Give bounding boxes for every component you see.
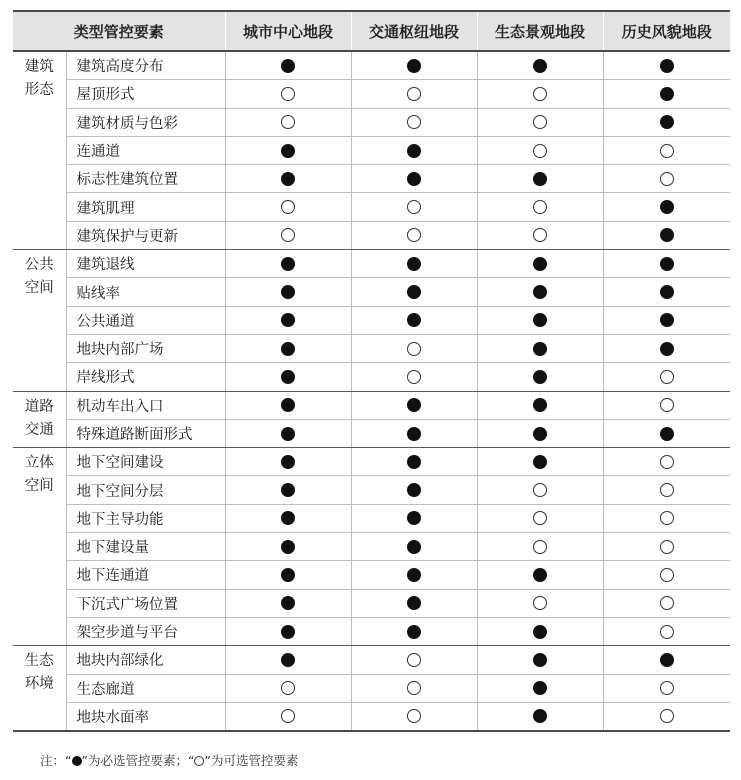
- filled-circle-icon: [660, 313, 674, 327]
- filled-circle-icon: [281, 59, 295, 73]
- category-label-line: 环境: [24, 676, 54, 693]
- mark-cell: [225, 448, 351, 476]
- filled-circle-icon: [407, 568, 421, 582]
- table-row: [13, 702, 730, 731]
- filled-circle-icon: [533, 313, 547, 327]
- filled-circle-icon: [660, 200, 674, 214]
- table-row: [13, 419, 730, 447]
- filled-circle-icon: [407, 483, 421, 497]
- element-name-cell: 特殊道路断面形式: [66, 419, 225, 447]
- element-name-cell: 建筑肌理: [66, 193, 225, 221]
- mark-cell: [477, 504, 603, 532]
- element-name-cell: 机动车出入口: [66, 391, 225, 419]
- mark-cell: [351, 561, 477, 589]
- mark-cell: [603, 504, 730, 532]
- filled-circle-icon: [407, 596, 421, 610]
- filled-circle-icon: [533, 427, 547, 441]
- mark-cell: [603, 589, 730, 617]
- element-name-cell: 贴线率: [66, 278, 225, 306]
- mark-cell: [225, 561, 351, 589]
- mark-cell: [351, 702, 477, 731]
- filled-circle-icon: [281, 257, 295, 271]
- element-name-cell: 建筑材质与色彩: [66, 108, 225, 136]
- mark-cell: [603, 51, 730, 80]
- hollow-circle-icon: [533, 115, 547, 129]
- mark-cell: [603, 617, 730, 645]
- header-historic-district: 历史风貌地段: [603, 11, 730, 51]
- filled-circle-icon: [281, 568, 295, 582]
- header-ecological-landscape: 生态景观地段: [477, 11, 603, 51]
- table-row: [13, 108, 730, 136]
- mark-cell: [351, 108, 477, 136]
- table-row: [13, 646, 730, 674]
- element-name-cell: 地块内部广场: [66, 334, 225, 362]
- hollow-circle-icon: [660, 568, 674, 582]
- element-name-cell: 下沉式广场位置: [66, 589, 225, 617]
- mark-cell: [225, 306, 351, 334]
- mark-cell: [477, 448, 603, 476]
- hollow-circle-icon: [407, 87, 421, 101]
- filled-circle-icon: [407, 427, 421, 441]
- element-name-cell: 地下建设量: [66, 533, 225, 561]
- filled-circle-icon: [533, 455, 547, 469]
- filled-circle-icon: [281, 455, 295, 469]
- mark-cell: [477, 108, 603, 136]
- element-name-cell: 地块水面率: [66, 702, 225, 731]
- filled-circle-icon: [281, 342, 295, 356]
- table-row: [13, 589, 730, 617]
- table-row: [13, 80, 730, 108]
- mark-cell: [351, 476, 477, 504]
- hollow-circle-icon: [660, 370, 674, 384]
- mark-cell: [477, 391, 603, 419]
- mark-cell: [477, 250, 603, 278]
- hollow-circle-icon: [407, 228, 421, 242]
- filled-circle-icon: [281, 313, 295, 327]
- filled-circle-icon: [533, 568, 547, 582]
- hollow-circle-icon: [660, 625, 674, 639]
- table-row: [13, 165, 730, 193]
- mark-cell: [351, 250, 477, 278]
- table-row: [13, 617, 730, 645]
- mark-cell: [351, 334, 477, 362]
- table-body: [13, 51, 730, 731]
- mark-cell: [603, 278, 730, 306]
- hollow-circle-icon: [660, 540, 674, 554]
- filled-circle-icon: [660, 59, 674, 73]
- category-label-line: 空间: [24, 280, 54, 297]
- mark-cell: [477, 80, 603, 108]
- mark-cell: [351, 136, 477, 164]
- mark-cell: [603, 250, 730, 278]
- mark-cell: [351, 589, 477, 617]
- table-row: [13, 504, 730, 532]
- filled-circle-icon: [281, 653, 295, 667]
- mark-cell: [225, 476, 351, 504]
- category-cell: [13, 51, 66, 250]
- mark-cell: [351, 306, 477, 334]
- mark-cell: [351, 419, 477, 447]
- hollow-circle-icon: [407, 342, 421, 356]
- filled-circle-icon: [281, 596, 295, 610]
- element-name-cell: 建筑高度分布: [66, 51, 225, 80]
- element-name-cell: 地块内部绿化: [66, 646, 225, 674]
- table-row: [13, 391, 730, 419]
- mark-cell: [351, 533, 477, 561]
- category-label-line: 立体: [24, 455, 54, 472]
- element-name-cell: 屋顶形式: [66, 80, 225, 108]
- filled-circle-icon: [407, 455, 421, 469]
- mark-cell: [225, 419, 351, 447]
- mark-cell: [225, 108, 351, 136]
- control-elements-table: [13, 10, 730, 732]
- category-cell: [13, 646, 66, 731]
- element-name-cell: 生态廊道: [66, 674, 225, 702]
- category-label-line: 生态: [24, 653, 54, 670]
- table-row: [13, 674, 730, 702]
- element-name-cell: 公共通道: [66, 306, 225, 334]
- hollow-circle-icon: [660, 709, 674, 723]
- mark-cell: [225, 193, 351, 221]
- hollow-circle-icon: [407, 200, 421, 214]
- hollow-circle-icon: [660, 398, 674, 412]
- hollow-circle-icon: [533, 483, 547, 497]
- header-transport-hub: 交通枢纽地段: [351, 11, 477, 51]
- hollow-circle-icon: [407, 115, 421, 129]
- mark-cell: [225, 646, 351, 674]
- filled-circle-icon: [533, 172, 547, 186]
- element-name-cell: 地下空间分层: [66, 476, 225, 504]
- mark-cell: [477, 419, 603, 447]
- table-row: [13, 448, 730, 476]
- mark-cell: [603, 646, 730, 674]
- filled-circle-icon: [533, 59, 547, 73]
- hollow-circle-icon: [281, 681, 295, 695]
- mark-cell: [477, 136, 603, 164]
- filled-circle-icon: [281, 540, 295, 554]
- mark-cell: [351, 617, 477, 645]
- hollow-circle-icon: [533, 144, 547, 158]
- filled-circle-icon: [281, 370, 295, 384]
- hollow-circle-icon: [533, 511, 547, 525]
- category-cell: [13, 250, 66, 391]
- hollow-circle-icon: [281, 200, 295, 214]
- mark-cell: [477, 561, 603, 589]
- hollow-circle-icon: [660, 511, 674, 525]
- mark-cell: [351, 448, 477, 476]
- filled-circle-icon: [281, 511, 295, 525]
- category-label-line: 公共: [24, 257, 54, 274]
- filled-circle-icon: [281, 172, 295, 186]
- table-row: [13, 221, 730, 249]
- mark-cell: [603, 165, 730, 193]
- mark-cell: [477, 221, 603, 249]
- table-row: [13, 363, 730, 391]
- mark-cell: [477, 51, 603, 80]
- table-row: [13, 476, 730, 504]
- note-prefix: 注：: [40, 753, 66, 768]
- filled-circle-icon: [533, 370, 547, 384]
- hollow-circle-icon: [194, 756, 204, 766]
- mark-cell: [351, 504, 477, 532]
- mark-cell: [603, 306, 730, 334]
- mark-cell: [225, 334, 351, 362]
- mark-cell: [603, 533, 730, 561]
- mark-cell: [351, 165, 477, 193]
- filled-circle-icon: [281, 144, 295, 158]
- mark-cell: [351, 221, 477, 249]
- filled-circle-icon: [533, 709, 547, 723]
- mark-cell: [603, 108, 730, 136]
- mark-cell: [477, 306, 603, 334]
- filled-circle-icon: [533, 257, 547, 271]
- mark-cell: [603, 448, 730, 476]
- mark-cell: [603, 221, 730, 249]
- filled-circle-icon: [660, 115, 674, 129]
- hollow-circle-icon: [407, 681, 421, 695]
- table-row: [13, 561, 730, 589]
- element-name-cell: 连通道: [66, 136, 225, 164]
- note-required-text: 为必选管控要素；: [87, 753, 188, 768]
- element-name-cell: 标志性建筑位置: [66, 165, 225, 193]
- mark-cell: [351, 363, 477, 391]
- mark-cell: [477, 674, 603, 702]
- hollow-circle-icon: [407, 370, 421, 384]
- mark-cell: [477, 476, 603, 504]
- filled-circle-icon: [660, 342, 674, 356]
- filled-circle-icon: [281, 285, 295, 299]
- filled-circle-icon: [533, 398, 547, 412]
- mark-cell: [477, 617, 603, 645]
- hollow-circle-icon: [281, 115, 295, 129]
- table-row: [13, 306, 730, 334]
- filled-circle-icon: [660, 228, 674, 242]
- filled-circle-icon: [407, 313, 421, 327]
- category-label-line: 交通: [24, 421, 54, 438]
- table-row: [13, 334, 730, 362]
- filled-circle-icon: [407, 144, 421, 158]
- mark-cell: [351, 193, 477, 221]
- hollow-circle-icon: [533, 540, 547, 554]
- hollow-circle-icon: [660, 172, 674, 186]
- mark-cell: [225, 136, 351, 164]
- table-row: [13, 250, 730, 278]
- mark-cell: [603, 136, 730, 164]
- mark-cell: [477, 363, 603, 391]
- filled-circle-icon: [407, 540, 421, 554]
- filled-circle-icon: [660, 285, 674, 299]
- note-optional-text: 为可选管控要素: [210, 753, 299, 768]
- mark-cell: [603, 702, 730, 731]
- filled-circle-icon: [281, 483, 295, 497]
- hollow-circle-icon: [660, 455, 674, 469]
- mark-cell: [225, 165, 351, 193]
- element-name-cell: 建筑退线: [66, 250, 225, 278]
- mark-cell: [351, 80, 477, 108]
- header-element-type: 类型管控要素: [13, 11, 225, 51]
- filled-circle-icon: [660, 653, 674, 667]
- mark-cell: [603, 193, 730, 221]
- mark-cell: [351, 674, 477, 702]
- filled-circle-icon: [281, 398, 295, 412]
- filled-circle-icon: [407, 285, 421, 299]
- table-note: 注：“ ”为必选管控要素；“ ”为可选管控要素: [40, 753, 299, 768]
- table-row: [13, 278, 730, 306]
- mark-cell: [477, 278, 603, 306]
- hollow-circle-icon: [281, 709, 295, 723]
- filled-circle-icon: [281, 427, 295, 441]
- hollow-circle-icon: [660, 596, 674, 610]
- hollow-circle-icon: [533, 87, 547, 101]
- mark-cell: [477, 165, 603, 193]
- mark-cell: [477, 334, 603, 362]
- category-cell: [13, 391, 66, 448]
- mark-cell: [603, 674, 730, 702]
- mark-cell: [603, 561, 730, 589]
- mark-cell: [225, 702, 351, 731]
- mark-cell: [603, 419, 730, 447]
- category-label-line: 道路: [24, 398, 54, 415]
- filled-circle-icon: [660, 257, 674, 271]
- mark-cell: [225, 504, 351, 532]
- element-name-cell: 地下主导功能: [66, 504, 225, 532]
- hollow-circle-icon: [660, 483, 674, 497]
- element-name-cell: 建筑保护与更新: [66, 221, 225, 249]
- hollow-circle-icon: [660, 681, 674, 695]
- mark-cell: [225, 221, 351, 249]
- table-row: [13, 136, 730, 164]
- filled-circle-icon: [281, 625, 295, 639]
- mark-cell: [477, 533, 603, 561]
- mark-cell: [225, 363, 351, 391]
- table-row: [13, 51, 730, 80]
- filled-circle-icon: [407, 59, 421, 73]
- mark-cell: [603, 476, 730, 504]
- mark-cell: [225, 533, 351, 561]
- filled-circle-icon: [72, 756, 82, 766]
- filled-circle-icon: [407, 257, 421, 271]
- filled-circle-icon: [533, 285, 547, 299]
- mark-cell: [225, 617, 351, 645]
- filled-circle-icon: [533, 681, 547, 695]
- table-row: [13, 533, 730, 561]
- mark-cell: [477, 589, 603, 617]
- mark-cell: [603, 391, 730, 419]
- filled-circle-icon: [407, 398, 421, 412]
- filled-circle-icon: [407, 511, 421, 525]
- element-name-cell: 架空步道与平台: [66, 617, 225, 645]
- hollow-circle-icon: [281, 87, 295, 101]
- table-row: [13, 193, 730, 221]
- mark-cell: [477, 702, 603, 731]
- mark-cell: [351, 51, 477, 80]
- mark-cell: [603, 334, 730, 362]
- filled-circle-icon: [660, 427, 674, 441]
- mark-cell: [351, 646, 477, 674]
- filled-circle-icon: [533, 653, 547, 667]
- hollow-circle-icon: [533, 200, 547, 214]
- hollow-circle-icon: [407, 709, 421, 723]
- hollow-circle-icon: [533, 596, 547, 610]
- header-row: [13, 11, 730, 51]
- mark-cell: [225, 250, 351, 278]
- mark-cell: [225, 80, 351, 108]
- category-label-line: 建筑: [24, 59, 54, 75]
- filled-circle-icon: [533, 625, 547, 639]
- filled-circle-icon: [407, 625, 421, 639]
- hollow-circle-icon: [660, 144, 674, 158]
- mark-cell: [603, 80, 730, 108]
- filled-circle-icon: [407, 172, 421, 186]
- header-city-center: 城市中心地段: [225, 11, 351, 51]
- element-name-cell: 岸线形式: [66, 363, 225, 391]
- filled-circle-icon: [660, 87, 674, 101]
- mark-cell: [477, 193, 603, 221]
- hollow-circle-icon: [533, 228, 547, 242]
- mark-cell: [351, 391, 477, 419]
- category-label-line: 空间: [24, 478, 54, 495]
- filled-circle-icon: [533, 342, 547, 356]
- category-cell: [13, 448, 66, 646]
- mark-cell: [225, 589, 351, 617]
- hollow-circle-icon: [281, 228, 295, 242]
- category-label-line: 形态: [24, 82, 54, 98]
- element-name-cell: 地下空间建设: [66, 448, 225, 476]
- element-name-cell: 地下连通道: [66, 561, 225, 589]
- mark-cell: [225, 391, 351, 419]
- mark-cell: [603, 363, 730, 391]
- mark-cell: [351, 278, 477, 306]
- mark-cell: [225, 51, 351, 80]
- mark-cell: [225, 674, 351, 702]
- hollow-circle-icon: [407, 653, 421, 667]
- mark-cell: [477, 646, 603, 674]
- mark-cell: [225, 278, 351, 306]
